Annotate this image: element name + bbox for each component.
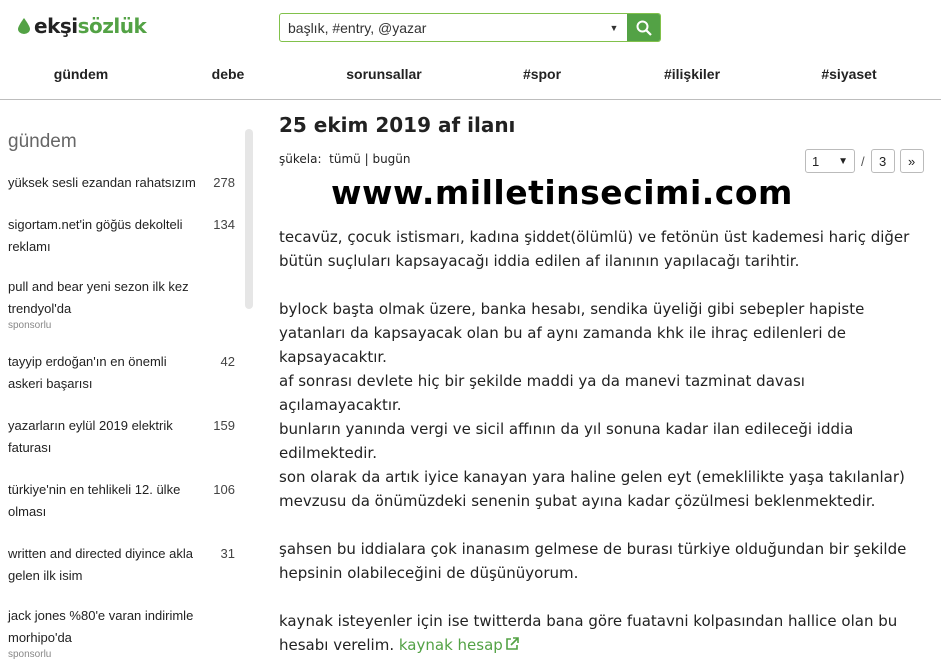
nav-debe[interactable]: debe	[211, 66, 245, 82]
sidebar-item-count: 159	[213, 418, 235, 433]
sidebar	[0, 101, 260, 666]
source-link[interactable]	[399, 636, 519, 654]
entry-paragraph: bylock başta olmak üzere, banka hesabı, sendika üyeliği gibi sebepler hapiste yatanları da kapsayacak olan bu af aynı zamanda khk ile ihraç edilenleri de kapsayacaktır.	[279, 300, 865, 366]
nav-sorunsallar[interactable]: sorunsallar	[346, 66, 422, 82]
logo-part2: sözlük	[77, 14, 147, 38]
pager	[805, 149, 929, 173]
search-dropdown-toggle[interactable]	[601, 14, 627, 41]
sponsor-tag: sponsorlu	[8, 649, 52, 660]
filter-separator: |	[364, 152, 369, 166]
caret-down-icon: ▼	[609, 22, 619, 33]
page-last-button[interactable]: 3	[871, 149, 895, 173]
top-nav	[0, 66, 941, 86]
sidebar-item-label: yazarların eylül 2019 elektrik faturası	[8, 418, 173, 455]
sidebar-item-count: 278	[213, 175, 235, 190]
sidebar-item-count: 106	[213, 482, 235, 497]
search-box	[279, 13, 661, 42]
sidebar-item[interactable]	[8, 351, 240, 395]
sidebar-item[interactable]	[8, 276, 240, 332]
entry-paragraph: af sonrası devlete hiç bir şekilde maddi ya da manevi tazminat davası açılamayacaktır.	[279, 372, 805, 414]
sidebar-item-label: written and directed diyince akla gelen ilk isim	[8, 546, 193, 583]
page-select[interactable]	[805, 149, 855, 173]
page-separator: /	[861, 153, 865, 169]
sidebar-item[interactable]	[8, 214, 240, 258]
entry-paragraph: şahsen bu iddialara çok inanasım gelmese de burası türkiye olduğundan bir şekilde hepsinin olabileceğini de düşünüyorum.	[279, 540, 907, 582]
nav-gundem[interactable]: gündem	[53, 66, 109, 82]
drop-icon	[18, 18, 30, 34]
search-button[interactable]	[627, 14, 660, 41]
external-link-icon	[505, 637, 519, 651]
sponsor-tag: sponsorlu	[8, 320, 52, 331]
sidebar-scrollbar[interactable]	[245, 129, 253, 309]
sidebar-title: gündem	[8, 131, 77, 152]
header	[0, 0, 941, 100]
sidebar-item-label: tayyip erdoğan'ın en önemli askeri başarısı	[8, 354, 167, 391]
source-link-label: kaynak hesap	[398, 636, 503, 654]
entry-paragraph: son olarak da artık iyice kanayan yara haline gelen eyt (emeklilikte yaşa takılanlar) mevzusu da önümüzdeki senenin şubat ayına kadar çözülmesi beklenmektedir.	[279, 468, 905, 510]
sidebar-item-label: jack jones %80'e varan indirimle morhipo'da	[8, 608, 194, 645]
sidebar-item-label: pull and bear yeni sezon ilk kez trendyol'da	[8, 279, 189, 316]
page-current: 1	[812, 153, 820, 169]
entry-paragraph: tecavüz, çocuk istismarı, kadına şiddet(ölümlü) ve fetönün üst kademesi hariç diğer bütün suçluları kapsayacağı iddia edilen af ilanının yapılacağı tarihtir.	[279, 228, 910, 270]
filter-today-link[interactable]: bugün	[372, 152, 411, 166]
search-icon	[636, 20, 652, 36]
sidebar-item-label: sigortam.net'in göğüs dekolteli reklamı	[8, 217, 183, 254]
sidebar-item[interactable]	[8, 543, 240, 587]
sidebar-item-label: yüksek sesli ezandan rahatsızım	[8, 175, 196, 190]
sidebar-item-label: türkiye'nin en tehlikeli 12. ülke olması	[8, 482, 181, 519]
nav-iliskiler[interactable]: #ilişkiler	[663, 66, 721, 82]
sidebar-item[interactable]	[8, 415, 240, 459]
sidebar-item[interactable]	[8, 605, 240, 661]
topic-title[interactable]: 25 ekim 2019 af ilanı	[279, 113, 516, 137]
entry-paragraph-last	[279, 609, 919, 657]
filter-label: şükela:	[279, 152, 322, 166]
logo-part1: ekşi	[34, 14, 78, 38]
sidebar-item-count: 42	[220, 354, 235, 369]
page-next-button[interactable]: »	[900, 149, 924, 173]
sidebar-item-count: 31	[220, 546, 235, 561]
entry-text: kaynak isteyenler için ise twitterda bana göre fuatavni kolpasından hallice olan bu hesabı verelim.	[279, 612, 898, 654]
logo[interactable]	[18, 14, 146, 38]
topic-filters	[279, 152, 411, 166]
sidebar-item-count: 134	[213, 217, 235, 232]
watermark-text: www.milletinsecimi.com	[331, 173, 793, 212]
nav-siyaset[interactable]: #siyaset	[821, 66, 877, 82]
filter-all-link[interactable]: tümü	[329, 152, 361, 166]
entry-paragraph: bunların yanında vergi ve sicil affının da yıl sonuna kadar ilan edileceği iddia edilmektedir.	[279, 420, 854, 462]
nav-spor[interactable]: #spor	[522, 66, 562, 82]
caret-down-icon: ▼	[838, 155, 848, 167]
search-input[interactable]	[280, 14, 601, 41]
sidebar-item[interactable]	[8, 172, 240, 194]
sidebar-item[interactable]	[8, 479, 240, 523]
